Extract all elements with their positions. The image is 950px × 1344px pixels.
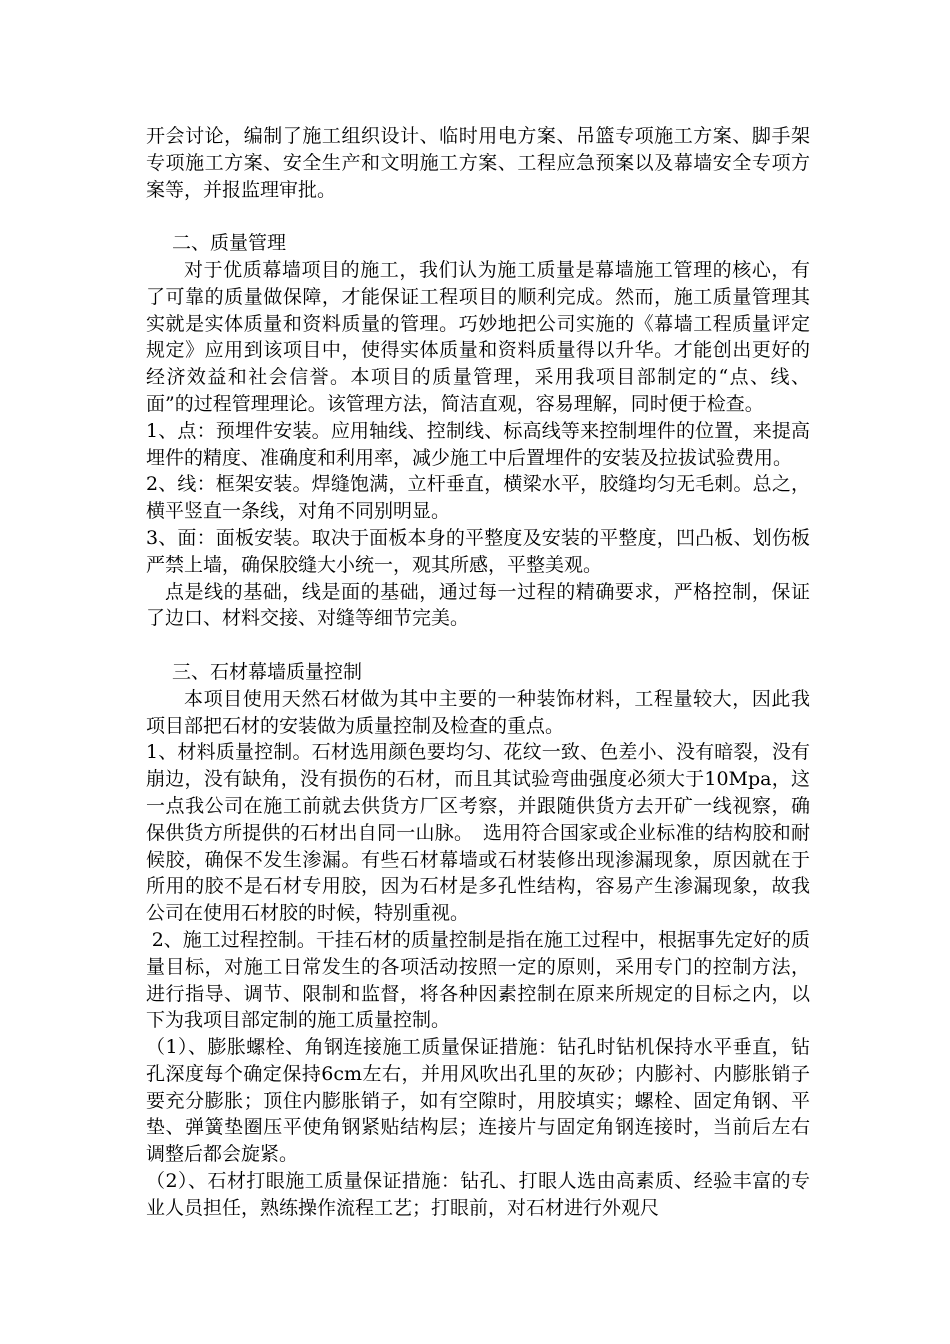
summary-paragraph: 点是线的基础，线是面的基础，通过每一过程的精确要求，严格控制，保证了边口、材料交接、对缝等细节完美。 [146, 580, 810, 630]
section-heading-stone: 三、石材幕墙质量控制 [172, 660, 363, 683]
section-spacer [146, 632, 810, 659]
list-item-bolt: （1）、膨胀螺栓、角钢连接施工质量保证措施：钻孔时钻机保持水平垂直，钻孔深度每个确定保持6cm左右，并用风吹出孔里的灰砂；内膨衬、内膨胀销子要充分膨胀；顶住内膨胀销子，如有空隙时，用胶填实；螺栓、固定角钢、平垫、弹簧垫圈压平使角钢紧贴结构层；连接片与固定角钢连接时，当前后左右调整后都会旋紧。 [146, 1036, 810, 1166]
list-item-process: 2、施工过程控制。干挂石材的质量控制是指在施工过程中，根据事先定好的质量目标，对施工日常发生的各项活动按照一定的原则，采用专门的控制方法，进行指导、调节、限制和监督，将各种因素控制在原来所规定的目标之内，以下为我项目部定制的施工质量控制。 [146, 928, 810, 1032]
section-heading-quality: 二、质量管理 [172, 232, 287, 255]
quality-paragraph: 对于优质幕墙项目的施工，我们认为施工质量是幕墙施工管理的核心，有了可靠的质量做保障，才能保证工程项目的顺利完成。然而，施工质量管理其实就是实体质量和资料质量的管理。巧妙地把公司实施的《幕墙工程质量评定规定》应用到该项目中，使得实体质量和资料质量得以升华。才能创出更好的经济效益和社会信誉。本项目的质量管理，采用我项目部制定的“点、线、面”的过程管理理论。该管理方法，简洁直观，容易理解，同时便于检查。 [146, 258, 810, 415]
section-spacer [146, 203, 810, 230]
list-item-line: 2、线：框架安装。焊缝饱满，立杆垂直，横梁水平，胶缝均匀无毛刺。总之，横平竖直一条线，对角不同别明显。 [146, 473, 810, 523]
document-body [146, 123, 810, 1222]
intro-paragraph: 开会讨论，编制了施工组织设计、临时用电方案、吊篮专项施工方案、脚手架专项施工方案、安全生产和文明施工方案、工程应急预案以及幕墙安全专项方案等，并报监理审批。 [146, 125, 810, 201]
list-item-material: 1、材料质量控制。石材选用颜色要均匀、花纹一致、色差小、没有暗裂，没有崩边，没有缺角，没有损伤的石材，而且其试验弯曲强度必须大于10Mpa，这一点我公司在施工前就去供货方厂区考察，并跟随供货方去开矿一线视察，确保供货方所提供的石材出自同一山脉。 选用符合国家或企业标准的结构胶和耐候胶，确保不发生渗漏。有些石材幕墙或石材装修出现渗漏现象，原因就在于所用的胶不是石材专用胶，因为石材是多孔性结构，容易产生渗漏现象，故我公司在使用石材胶的时候，特别重视。 [146, 741, 810, 925]
list-item-surface: 3、面：面板安装。取决于面板本身的平整度及安装的平整度，凹凸板、划伤板严禁上墙，确保胶缝大小统一，观其所感，平整美观。 [146, 526, 810, 576]
stone-paragraph: 本项目使用天然石材做为其中主要的一种装饰材料，工程量较大，因此我项目部把石材的安装做为质量控制及检查的重点。 [146, 687, 810, 737]
list-item-drill: （2）、石材打眼施工质量保证措施：钻孔、打眼人选由高素质、经验丰富的专业人员担任，熟练操作流程工艺；打眼前，对石材进行外观尺 [146, 1170, 810, 1219]
list-item-point: 1、点：预埋件安装。应用轴线、控制线、标高线等来控制埋件的位置，来提高埋件的精度、准确度和利用率，减少施工中后置埋件的安装及拉拔试验费用。 [146, 419, 810, 469]
